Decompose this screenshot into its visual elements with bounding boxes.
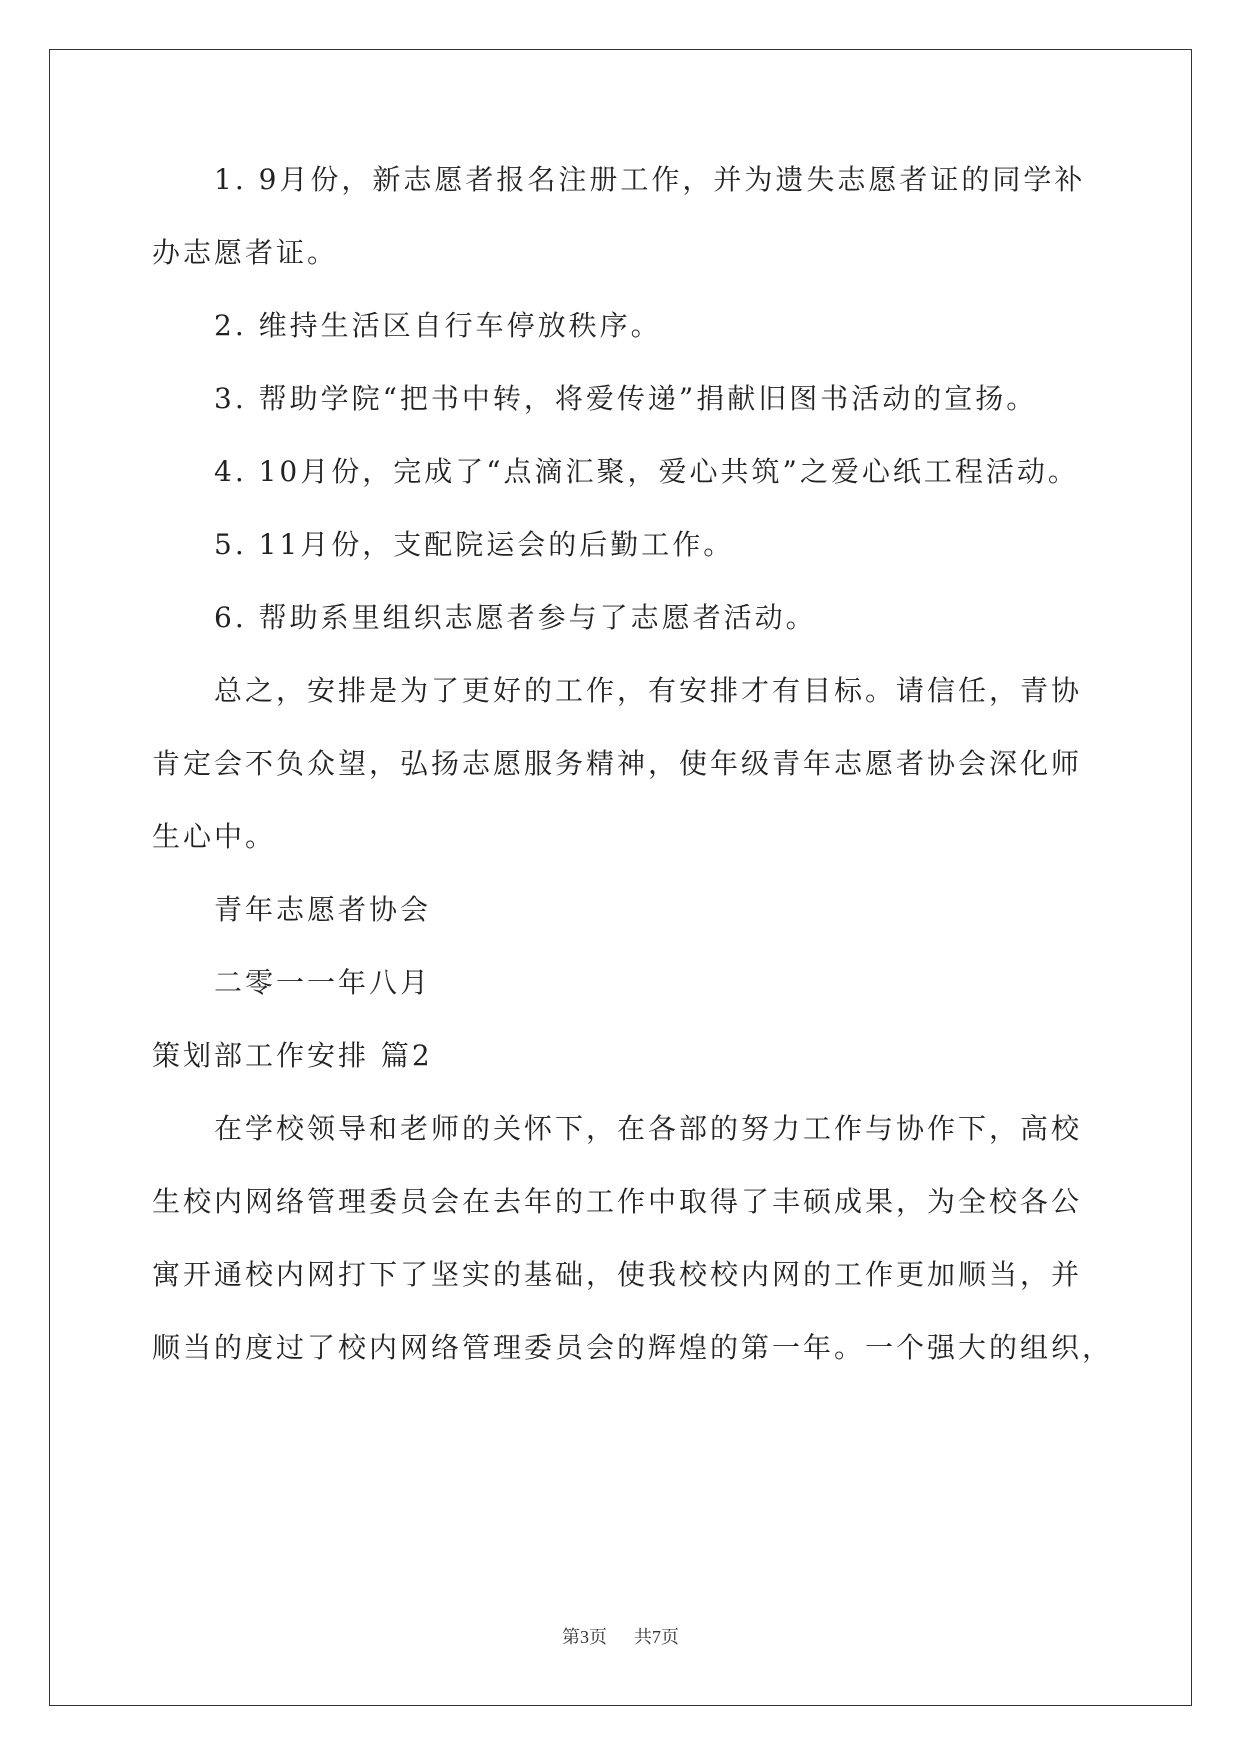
text-line: 在学校领导和老师的关怀下，在各部的努力工作与协作下，高校	[214, 1112, 1083, 1145]
section-heading: 策划部工作安排 篇2	[152, 1039, 433, 1072]
signature-organization: 青年志愿者协会	[214, 893, 432, 926]
page-border	[49, 49, 1192, 1706]
page-number: 第3页	[562, 1627, 607, 1647]
signature-date: 二零一一年八月	[214, 966, 432, 999]
text-line: 6. 帮助系里组织志愿者参与了志愿者活动。	[214, 601, 817, 634]
text-line: 办志愿者证。	[152, 236, 339, 269]
total-pages: 共7页	[634, 1627, 679, 1647]
text-line: 生校内网络管理委员会在去年的工作中取得了丰硕成果，为全校各公	[152, 1185, 1083, 1218]
text-line: 寓开通校内网打下了坚实的基础，使我校校内网的工作更加顺当，并	[152, 1258, 1083, 1291]
text-line: 1. 9月份，新志愿者报名注册工作，并为遗失志愿者证的同学补	[214, 163, 1086, 196]
text-line: 肯定会不负众望，弘扬志愿服务精神，使年级青年志愿者协会深化师	[152, 747, 1083, 780]
text-line: 5. 11月份，支配院运会的后勤工作。	[214, 528, 735, 561]
text-line: 3. 帮助学院“把书中转，将爱传递”捐献旧图书活动的宣扬。	[214, 382, 1038, 415]
text-line: 2. 维持生活区自行车停放秩序。	[214, 309, 662, 342]
text-line: 4. 10月份，完成了“点滴汇聚，爱心共筑”之爱心纸工程活动。	[214, 455, 1079, 488]
page-footer	[0, 1623, 1241, 1649]
text-line: 顺当的度过了校内网络管理委员会的辉煌的第一年。一个强大的组织，	[152, 1331, 1114, 1364]
text-line: 生心中。	[152, 820, 277, 853]
text-line: 总之，安排是为了更好的工作，有安排才有目标。请信任，青协	[214, 674, 1083, 707]
